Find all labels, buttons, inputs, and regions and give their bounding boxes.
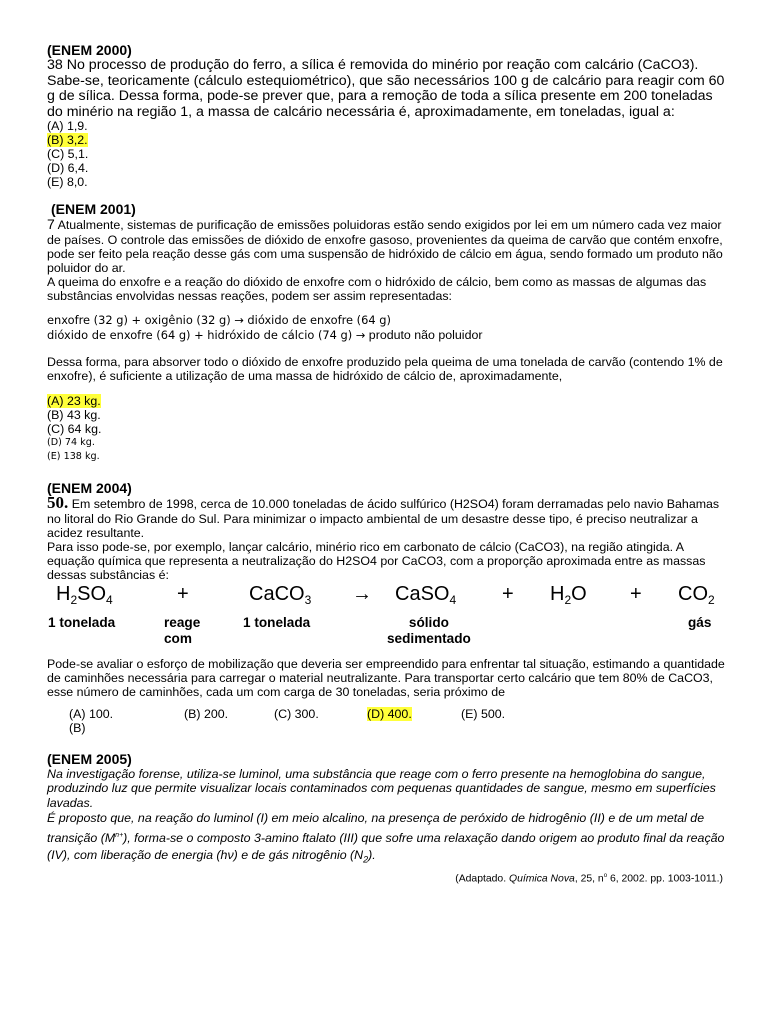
label-1-tonelada: 1 tonelada	[48, 614, 116, 630]
option-b-overflow: (B)	[69, 721, 86, 736]
chemical-equation	[47, 583, 727, 657]
question-text-intro: Em setembro de 1998, cerca de 10.000 toneladas de ácido sulfúrico (H2SO4) foram derramadas pelo navio Bahamas no litoral do Rio Grande do Sul. Para minimizar o impacto ambiental de um desastre desse tipo, é preciso neutralizar a acidez resultante.	[47, 497, 720, 540]
question-enem-2000	[47, 42, 727, 189]
plus-sign: +	[177, 582, 189, 605]
question-header: (ENEM 2004)	[47, 480, 132, 497]
option-d: (D) 6,4.	[47, 160, 89, 175]
formula-caco3: CaCO$_3$	[249, 582, 312, 607]
question-text-intro: Atualmente, sistemas de purificação de emissões poluidoras estão sendo exigidos por lei em um número cada vez maior de países. O controle das emissões de dióxido de enxofre gasoso, provenientes da queima de carvão que contém enxofre, pode ser feito pela reação desse gás com uma suspensão de hidróxido de cálcio em água, sendo formado um produto não poluidor do ar.	[47, 218, 723, 275]
question-enem-2005	[47, 751, 727, 886]
question-text-equation-intro: Para isso pode-se, por exemplo, lançar calcário, minério rico em carbonato de cálcio (CaCO3), na região atingida. A equação química que representa a neutralização do H2SO4 por CaCO3, com a proporção aproximada entre as massas dessas substâncias é:	[47, 539, 706, 583]
formula-caso4: CaSO$_4$	[395, 582, 457, 607]
option-c: (C) 5,1.	[47, 146, 89, 161]
option-c: (C) 64 kg.	[47, 421, 102, 436]
question-header: (ENEM 2000)	[47, 42, 132, 58]
label-gas: gás	[688, 614, 712, 630]
option-e: (E) 138 kg.	[47, 451, 100, 463]
equation-2-product: produto não poluidor	[365, 327, 483, 342]
option-b-highlighted: (B) 3,2.	[47, 133, 88, 148]
question-number: 7	[47, 216, 55, 233]
label-reage-com: reage com	[164, 614, 201, 646]
formula-h2so4: $H_2SO_4$	[56, 582, 113, 607]
option-a: (A) 1,9.	[47, 119, 88, 134]
option-b: (B) 200.	[184, 707, 229, 722]
plus-sign: +	[630, 582, 642, 605]
option-b: (B) 43 kg.	[47, 407, 101, 422]
equation-2: dióxido de enxofre (64 g) + hidróxido de cálcio (74 g) →	[47, 327, 366, 342]
source-citation: (Adaptado. Química Nova, 25, $n^o$ 6, 2002. pp. 1003-1011.)	[455, 873, 723, 885]
question-text-luminol: Na investigação forense, utiliza-se luminol, uma substância que reage com o ferro presente na hemoglobina do sangue, produzindo luz que permite visualizar locais contaminados com pequenas quantidades de sangue, mesmo em superfícies lavadas.	[47, 767, 716, 810]
option-e: (E) 500.	[461, 707, 506, 722]
question-text-reactions: A queima do enxofre e a reação do dióxido de enxofre com o hidróxido de cálcio, bem como as massas de algumas das substâncias envolvidas nessas reações, podem ser assim representadas:	[47, 275, 707, 304]
question-text-prompt: Pode-se avaliar o esforço de mobilização que deveria ser empreendido para enfrentar tal situação, estimando a quantidade de caminhões necessária para carregar o material neutralizante. Para transportar certo calcário que tem 80% de CaCO3, esse número de caminhões, cada um com carga de 30 toneladas, seria próximo de	[47, 656, 725, 699]
formula-co2: $CO_2$	[678, 582, 715, 607]
question-enem-2004	[47, 480, 727, 741]
option-a: (A) 100.	[69, 707, 114, 722]
plus-sign: +	[502, 582, 514, 605]
option-d-highlighted: (D) 400.	[367, 707, 412, 722]
formula-h2o: $H_2O$	[550, 582, 587, 607]
answer-options	[47, 707, 727, 741]
reaction-arrow: →	[352, 582, 372, 605]
option-c: (C) 300.	[274, 707, 319, 722]
document-page	[47, 42, 727, 886]
label-1-tonelada: 1 tonelada	[243, 614, 311, 630]
question-text-prompt: Dessa forma, para absorver todo o dióxido de enxofre produzido pela queima de uma tonelada de carvão (contendo 1% de enxofre), é suficiente a utilização de uma massa de hidróxido de cálcio de, aproximadamente,	[47, 354, 723, 383]
equation-1: enxofre (32 g) + oxigênio (32 g) → dióxido de enxofre (64 g)	[47, 312, 391, 327]
option-d: (D) 74 kg.	[47, 437, 95, 449]
label-solido-sedimentado: sólido sedimentado	[387, 614, 471, 646]
question-text: 38 No processo de produção do ferro, a sílica é removida do minério por reação com calcário (CaCO3). Sabe-se, teoricamente (cálculo estequiométrico), que são necessários 100 g de calcário para reagir com 60 g de sílica. Dessa forma, pode-se prever que, para a remoção de toda a sílica presente em 200 toneladas do minério na região 1, a massa de calcário necessária é, aproximadamente, em toneladas, igual a:	[47, 57, 725, 120]
question-enem-2001	[47, 201, 727, 464]
question-header: (ENEM 2001)	[51, 201, 136, 218]
question-number: 50.	[47, 493, 69, 513]
option-a-highlighted: (A) 23 kg.	[47, 393, 101, 408]
option-e: (E) 8,0.	[47, 174, 88, 189]
question-header: (ENEM 2005)	[47, 751, 132, 768]
question-text-reaction: É proposto que, na reação do luminol (I) em meio alcalino, na presença de peróxido de hidrogênio (II) e de um metal de transição $(M^{n+})$, forma-se o composto 3-amino ftalato (III) que sofre uma relaxação dando origem ao produto final da reação (IV), com liberação de energia (hν) e de gás nitrogênio $(N_2)$.	[47, 810, 725, 865]
